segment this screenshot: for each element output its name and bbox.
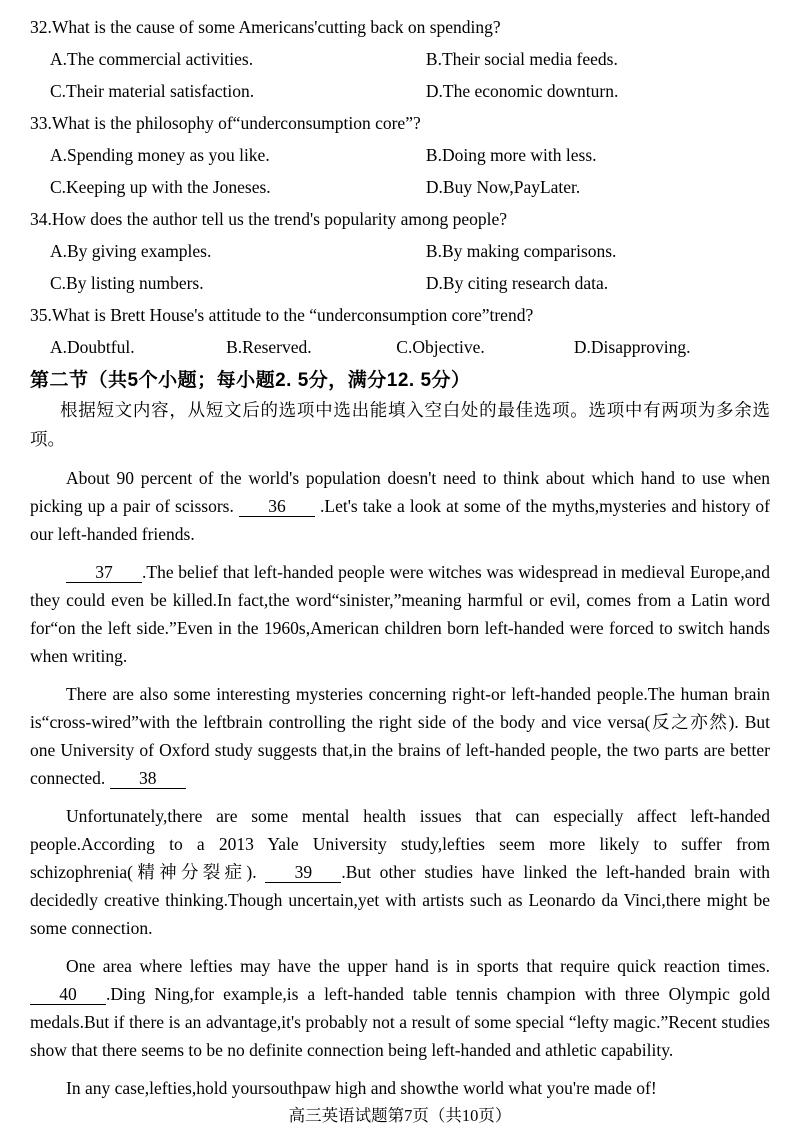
passage-paragraph-5 — [30, 952, 770, 1064]
section-title: 第二节（共5个小题；每小题2. 5分，满分12. 5分） — [30, 370, 471, 391]
option-d: D.Disapproving. — [573, 337, 691, 357]
blank-37: 37 — [66, 563, 142, 583]
blank-36: 36 — [239, 497, 315, 517]
option-d: D.Buy Now,PayLater. — [425, 177, 581, 197]
question-stem: 34.How does the author tell us the trend's popularity among people? — [30, 209, 508, 229]
question-stem: 33.What is the philosophy of“underconsumption core”? — [30, 113, 421, 133]
option-a: A.Spending money as you like. — [50, 145, 270, 165]
passage-paragraph-6: In any case,lefties,hold yoursouthpaw high and showthe world what you're made of! — [66, 1078, 657, 1098]
option-c: C.Their material satisfaction. — [50, 81, 255, 101]
question-block-32 — [30, 6, 770, 102]
paragraph-text: .But other studies have linked the left-handed brain with decidedly creative thinking.Though uncertain,yet with artists such as Leonardo da Vinci,there might be some connection. — [30, 862, 770, 938]
question-block-34 — [30, 198, 770, 294]
paragraph-text: One area where lefties may have the upper hand is in sports that require quick reaction times. — [66, 956, 770, 976]
question-stem: 32.What is the cause of some Americans'cutting back on spending? — [30, 17, 501, 37]
option-d: D.By citing research data. — [425, 273, 609, 293]
question-options — [30, 134, 770, 198]
question-stem: 35.What is Brett House's attitude to the “underconsumption core”trend? — [30, 305, 534, 325]
option-b: B.Their social media feeds. — [425, 49, 618, 69]
paragraph-text: .Ding Ning,for example,is a left-handed table tennis champion with three Olympic gold medals.But if there is an advantage,it's probably not a result of some special “lefty magic.”Recent studies show that there seems to be no definite connection being left-handed and athletic capability. — [30, 984, 770, 1060]
option-b: B.By making comparisons. — [425, 241, 617, 261]
question-block-35 — [30, 294, 770, 358]
option-c: C.Objective. — [396, 337, 485, 357]
paragraph-text: About 90 percent of the world's population doesn't need to think about which hand to use when picking up a pair of scissors. — [30, 468, 770, 516]
passage-paragraph-4 — [30, 802, 770, 942]
option-c: C.By listing numbers. — [50, 273, 204, 293]
section-instruction: 根据短文内容，从短文后的选项中选出能填入空白处的最佳选项。选项中有两项为多余选项。 — [30, 400, 770, 449]
question-options — [30, 326, 770, 358]
option-a: A.Doubtful. — [50, 337, 135, 357]
blank-38: 38 — [110, 769, 186, 789]
paragraph-text: Unfortunately,there are some mental health issues that can especially affect left-handed people.According to a 2013 Yale University study,lefties seem more likely to suffer from schizophrenia(精神分裂症). — [30, 806, 770, 882]
option-b: B.Doing more with less. — [425, 145, 597, 165]
question-options — [30, 230, 770, 294]
option-d: D.The economic downturn. — [425, 81, 619, 101]
blank-40: 40 — [30, 985, 106, 1005]
option-a: A.The commercial activities. — [50, 49, 254, 69]
paragraph-text: There are also some interesting mysteries concerning right-or left-handed people.The human brain is“cross-wired”with the leftbrain controlling the right side of the body and vice versa(反之亦然). But one University of Oxford study suggests that,in the brains of left-handed people, the two parts are better connected. — [30, 684, 770, 788]
passage-paragraph-3 — [30, 680, 770, 792]
page-footer: 高三英语试题第7页（共10页） — [288, 1106, 512, 1125]
option-a: A.By giving examples. — [50, 241, 212, 261]
blank-39: 39 — [265, 863, 341, 883]
option-c: C.Keeping up with the Joneses. — [50, 177, 271, 197]
question-block-33 — [30, 102, 770, 198]
question-options — [30, 38, 770, 102]
passage-paragraph-2 — [30, 558, 770, 670]
passage-paragraph-1 — [30, 464, 770, 548]
paragraph-text: .The belief that left-handed people were witches was widespread in medieval Europe,and they could even be killed.In fact,the word“sinister,”meaning harmful or evil, comes from a Latin word for“on the left side.”Even in the 1960s,American children born left-handed were forced to switch hands when writing. — [30, 562, 770, 666]
paragraph-text: .Let's take a look at some of the myths,mysteries and history of our left-handed friends. — [30, 496, 770, 544]
option-b: B.Reserved. — [226, 337, 312, 357]
